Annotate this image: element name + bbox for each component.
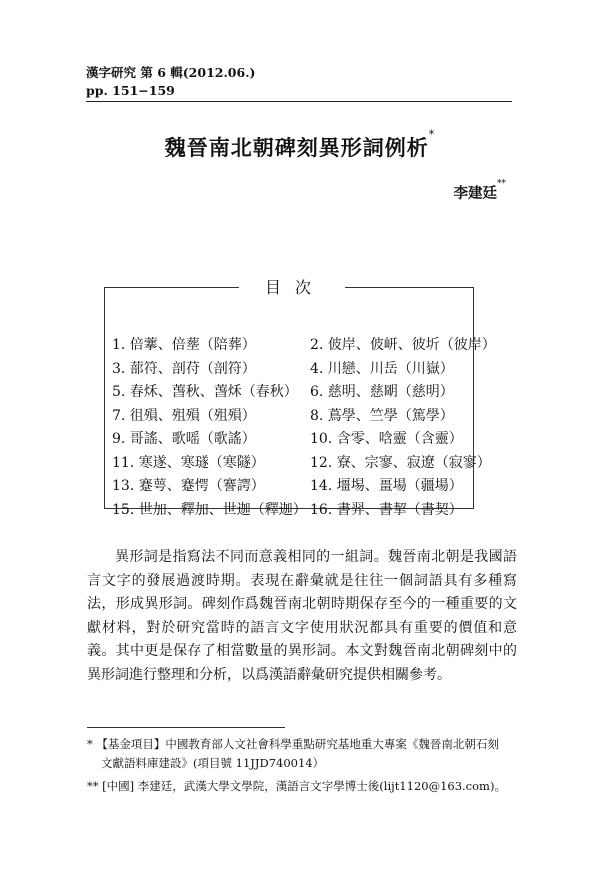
title-footnote-mark: * <box>428 128 436 141</box>
author-name: 李建廷 <box>453 185 497 202</box>
header-rule <box>86 101 512 102</box>
toc-entry: 5. 春秌、萅秋、萅秌（春秋） <box>112 384 298 400</box>
toc-entry: 13. 蹇萼、蹇愕（謇諤） <box>112 478 265 494</box>
toc-list <box>112 334 502 522</box>
abstract-paragraph <box>87 546 517 687</box>
toc-row <box>112 499 502 523</box>
toc-row <box>112 381 502 405</box>
toc-entry: 10. 含零、唅靈（含靈） <box>310 431 463 447</box>
author-footnote-mark: ** <box>497 179 506 189</box>
footnote-1-line-2: 文獻語料庫建設》(項目號 11JJD740014） <box>101 756 325 770</box>
pages-line: pp. 151−159 <box>86 83 175 98</box>
toc-entry: 16. 書羿、書挈（書契） <box>310 501 463 518</box>
toc-entry: 1. 倍藆、倍塟（陪葬） <box>112 337 256 353</box>
toc-entry: 3. 蔀符、剖苻（剖符） <box>112 360 256 377</box>
toc-row <box>112 334 502 358</box>
toc-row <box>112 405 502 429</box>
running-header <box>86 64 255 100</box>
footnote-2-text: ** [中國] 李建廷，武漢大學文學院，漢語言文字學博士後(lijt1120@163.com)。 <box>87 779 506 793</box>
footnote-1 <box>87 735 517 773</box>
journal-line: 漢字研究 第 6 輯(2012.06.) <box>86 65 256 80</box>
toc-heading: 目次 <box>239 275 345 298</box>
footnote-2 <box>87 777 517 796</box>
toc-row <box>112 358 502 382</box>
toc-row <box>112 452 502 476</box>
footnote-rule <box>87 727 285 728</box>
toc-entry: 6. 慈明、慈朙（慈明） <box>310 384 454 400</box>
toc-entry: 9. 哥謠、歌嗂（歌謠） <box>112 431 256 447</box>
toc-row <box>112 475 502 499</box>
paper-title-text: 魏晉南北朝碑刻異形詞例析 <box>164 135 429 160</box>
toc-entry: 4. 川戀、川岳（川嶽） <box>310 360 454 377</box>
footnote-1-line-1: * 【基金項目】中國教育部人文社會科學重點研究基地重大專案《魏晉南北朝石刻 <box>87 737 499 751</box>
toc-entry: 8. 蔦學、竺學（篤學） <box>310 407 454 424</box>
toc-entry: 15. 世加、釋加、世迦（釋迦） <box>112 501 307 518</box>
toc-entry: 11. 寒遂、寒璲（寒隧） <box>112 454 265 471</box>
toc-entry: 14. 壃埸、畺場（疆場） <box>310 478 463 494</box>
toc-row <box>112 428 502 452</box>
body-paragraph: 異形詞是指寫法不同而意義相同的一組詞。魏晉南北朝是我國語言文字的發展過渡時期。表現在辭彙就是往往一個詞語具有多種寫法，形成異形詞。碑刻作爲魏晉南北朝時期保存至今的一種重要的文獻材料，對於研究當時的語言文字使用狀況都具有重要的價值和意義。其中更是保存了相當數量的異形詞。本文對魏晉南北朝碑刻中的異形詞進行整理和分析，以爲漢語辭彙研究提供相關參考。 <box>87 549 517 683</box>
paper-title <box>0 128 600 162</box>
toc-entry: 7. 徂殞、殂殞（殂殞） <box>112 407 256 424</box>
author <box>453 179 507 203</box>
toc-entry: 12. 寮、宗寥、寂遼（寂寥） <box>310 454 491 471</box>
toc-entry: 2. 佊岸、佊岍、彼圻（彼岸） <box>310 337 496 353</box>
